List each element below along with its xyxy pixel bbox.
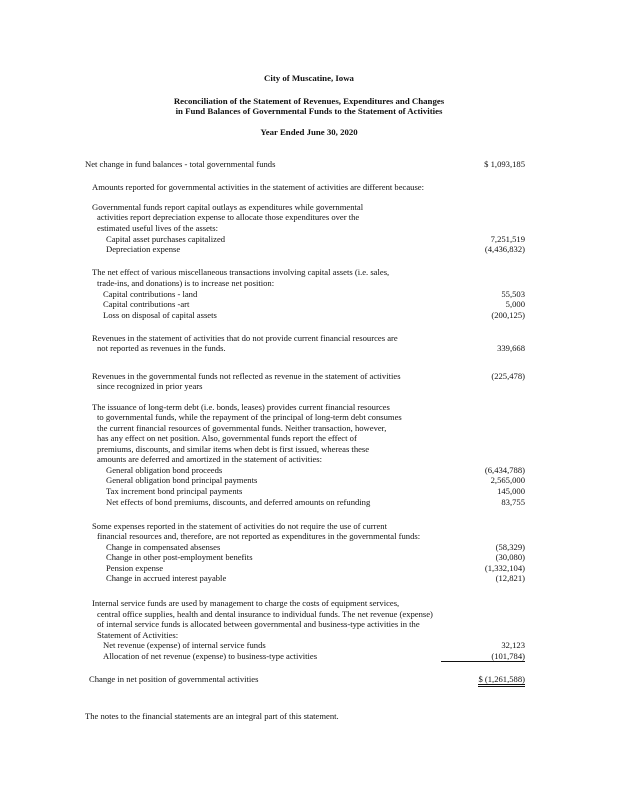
net-change-label: Net change in fund balances - total governmental funds [85,159,276,169]
line-item-label: Net effects of bond premiums, discounts, and deferred amounts on refunding [106,497,371,507]
line-item-label: Change in other post-employment benefits [106,552,253,562]
section-text: Internal service funds are used by management to charge the costs of equipment services, [92,598,400,608]
line-item-amount: (1,332,104) [484,563,525,573]
title-line-2: in Fund Balances of Governmental Funds to the Statement of Activities [175,106,443,116]
section-text: central office supplies, health and dental insurance to individual funds. The net revenue (expense) [97,609,433,619]
period: Year Ended June 30, 2020 [260,127,358,137]
line-item-label: General obligation bond principal payments [106,475,258,485]
line-item-label: Pension expense [106,563,164,573]
line-item-amount: 55,503 [501,289,525,299]
section-text: Governmental funds report capital outlays as expenditures while governmental [92,202,364,212]
section-text: since recognized in prior years [97,381,203,391]
total-amount: $ (1,261,588) [478,674,525,687]
line-item-label: Change in compensated absenses [106,542,221,552]
line-item-amount: (30,080) [495,552,525,562]
section-text: Revenues in the statement of activities that do not provide current financial resources are [92,333,398,343]
section-text: estimated useful lives of the assets: [97,223,219,233]
section-text: amounts are deferred and amortized in the statement of activities: [97,454,323,464]
section-text: trade-ins, and donations) is to increase net position: [97,278,275,288]
line-item-label: Change in accrued interest payable [106,573,227,583]
line-item-amount: (12,821) [495,573,525,583]
line-item-amount: 32,123 [501,640,525,650]
section-text: The issuance of long-term debt (i.e. bonds, leases) provides current financial resources [92,402,390,412]
line-item-label: Capital contributions - land [103,289,198,299]
line-item-label: Loss on disposal of capital assets [103,310,217,320]
line-item-amount: (6,434,788) [484,465,525,475]
section-text: has any effect on net position. Also, governmental funds report the effect of [97,433,357,443]
entity-name: City of Muscatine, Iowa [264,73,354,83]
line-item-amount: 2,565,000 [490,475,525,485]
line-item-amount: 339,668 [497,343,525,353]
intro-text: Amounts reported for governmental activities in the statement of activities are different because: [92,182,425,192]
line-item-label: Capital contributions -art [103,299,190,309]
section-text: Some expenses reported in the statement of activities do not require the use of current [92,521,387,531]
title-line-1: Reconciliation of the Statement of Revenues, Expenditures and Changes [173,96,445,106]
line-item-amount: (225,478) [491,371,525,381]
line-item-amount: 7,251,519 [490,234,525,244]
line-item-label: General obligation bond proceeds [106,465,223,475]
line-item-label: Net revenue (expense) of internal service funds [103,640,266,650]
section-text: financial resources and, therefore, are not reported as expenditures in the governmental funds: [97,531,421,541]
section-text: to governmental funds, while the repayment of the principal of long-term debt consumes [97,412,402,422]
line-item-amount: (101,784) [441,651,525,662]
section-text: of internal service funds is allocated between governmental and business-type activities in the [97,619,420,629]
section-text: the current financial resources of governmental funds. Neither transaction, however, [97,423,387,433]
line-item-label: Allocation of net revenue (expense) to business-type activities [103,651,318,661]
section-text: Statement of Activities: [97,630,179,640]
footnote: The notes to the financial statements are an integral part of this statement. [85,711,339,721]
line-item-label: Tax increment bond principal payments [106,486,243,496]
line-item-amount: (4,436,832) [484,244,525,254]
line-item-amount: (200,125) [491,310,525,320]
line-item-amount: 83,755 [501,497,525,507]
section-text: premiums, discounts, and similar items when debt is first issued, whereas these [97,444,370,454]
section-text: not reported as revenues in the funds. [97,343,226,353]
line-item-amount: 5,000 [505,299,525,309]
line-item-amount: 145,000 [497,486,525,496]
section-text: activities report depreciation expense to allocate those expenditures over the [97,212,360,222]
section-text: The net effect of various miscellaneous transactions involving capital assets (i.e. sales, [92,267,390,277]
net-change-amount: $ 1,093,185 [484,159,525,169]
section-text: Revenues in the governmental funds not reflected as revenue in the statement of activities [92,371,401,381]
line-item-label: Depreciation expense [106,244,181,254]
line-item-label: Capital asset purchases capitalized [106,234,226,244]
line-item-amount: (58,329) [495,542,525,552]
total-label: Change in net position of governmental activities [89,674,259,684]
